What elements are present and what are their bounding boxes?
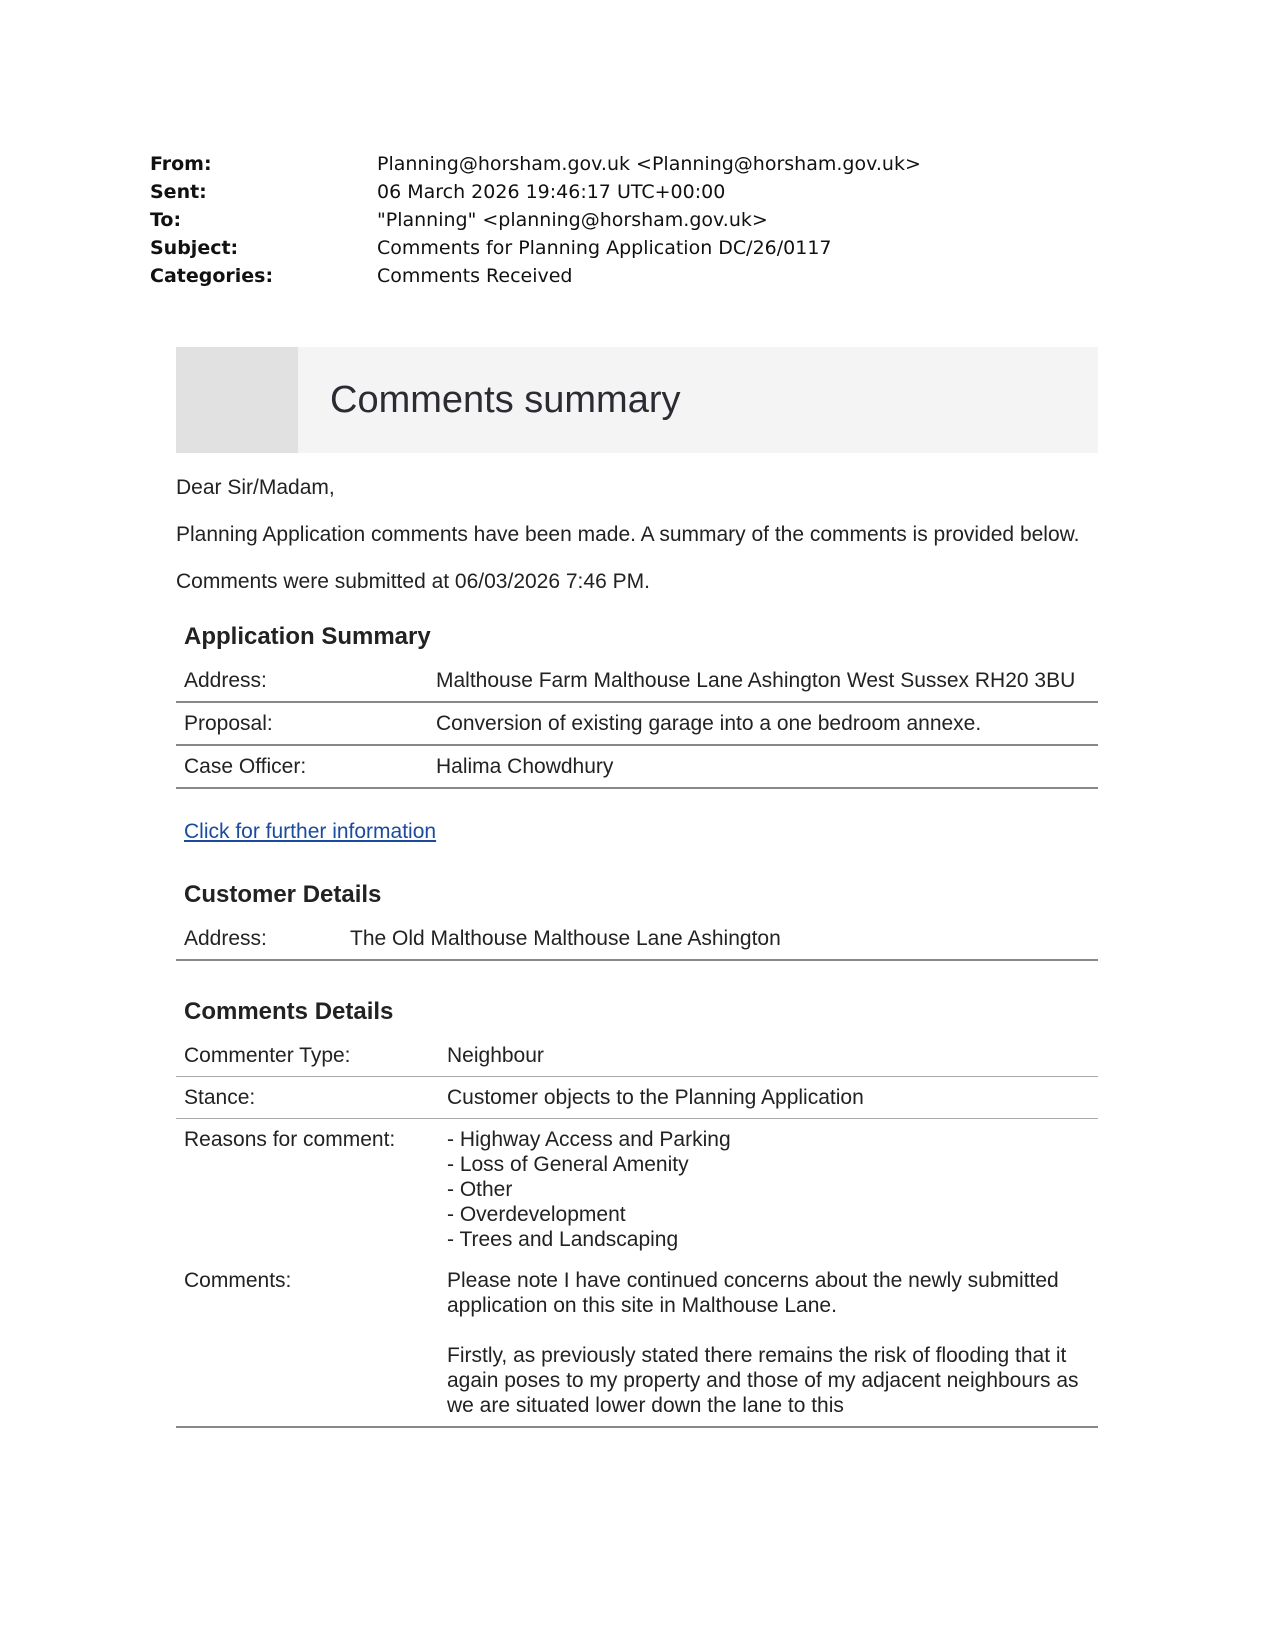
from-value: Planning@horsham.gov.uk <Planning@horsham.gov.uk> [377,153,921,175]
table-row [176,745,1098,788]
proposal-value: Conversion of existing garage into a one bedroom annexe. [428,702,1098,745]
submitted-text: Comments were submitted at 06/03/2026 7:46 PM. [176,570,650,593]
email-from-row [150,150,1150,178]
email-body [176,347,1098,1428]
reasons-list [447,1127,1090,1252]
table-row [176,1119,1098,1261]
comments-details-heading: Comments Details [184,998,394,1025]
case-officer-label: Case Officer: [176,745,428,788]
commenter-type-value: Neighbour [439,1035,1098,1077]
email-to-row [150,206,1150,234]
case-officer-value: Halima Chowdhury [428,745,1098,788]
email-header [150,150,1150,290]
email-sent-row [150,178,1150,206]
customer-address-value: The Old Malthouse Malthouse Lane Ashington [342,918,1098,960]
table-row [176,702,1098,745]
table-row [176,1077,1098,1119]
table-row [176,918,1098,960]
list-item: - Highway Access and Parking [447,1128,731,1151]
stance-value: Customer objects to the Planning Application [439,1077,1098,1119]
address-value: Malthouse Farm Malthouse Lane Ashington West Sussex RH20 3BU [428,660,1098,702]
list-item: - Trees and Landscaping [447,1228,679,1251]
from-label: From: [150,153,212,175]
table-row [176,660,1098,702]
sent-label: Sent: [150,181,207,203]
table-row [176,1035,1098,1077]
application-summary-heading: Application Summary [184,623,431,650]
email-subject-row [150,234,1150,262]
comment-paragraph-2: Firstly, as previously stated there remains the risk of flooding that it again poses to my property and those of my adjacent neighbours as we are situated lower down the lane to this [447,1344,1079,1417]
commenter-type-label: Commenter Type: [176,1035,439,1077]
customer-details-heading: Customer Details [184,881,382,908]
customer-address-label: Address: [176,918,342,960]
subject-value: Comments for Planning Application DC/26/0117 [377,237,832,259]
categories-label: Categories: [150,265,274,287]
list-item: - Overdevelopment [447,1203,626,1226]
list-item: - Loss of General Amenity [447,1153,689,1176]
categories-value: Comments Received [377,265,573,287]
intro-message: Planning Application comments have been made. A summary of the comments is provided below. [176,523,1080,546]
greeting-text: Dear Sir/Madam, [176,476,335,499]
further-info-row [176,819,1098,844]
subject-label: Subject: [150,237,239,259]
table-row [176,1260,1098,1427]
further-info-link[interactable]: Click for further information [184,820,437,843]
sent-value: 06 March 2026 19:46:17 UTC+00:00 [377,181,726,203]
comments-value [439,1260,1098,1427]
comment-paragraph-1: Please note I have continued concerns about the newly submitted application on this site in Malthouse Lane. [447,1269,1059,1317]
reasons-value [439,1119,1098,1261]
email-categories-row [150,262,1150,290]
banner-title: Comments summary [330,379,681,421]
to-value: "Planning" <planning@horsham.gov.uk> [377,209,768,231]
list-item: - Other [447,1178,513,1201]
reasons-label: Reasons for comment: [184,1128,396,1151]
comments-details-table [176,1035,1098,1428]
customer-details-table [176,918,1098,961]
comments-label: Comments: [176,1260,439,1427]
stance-label: Stance: [176,1077,439,1119]
to-label: To: [150,209,182,231]
summary-banner [176,347,1098,453]
proposal-label: Proposal: [176,702,428,745]
address-label: Address: [176,660,428,702]
banner-logo-block [176,347,298,453]
application-summary-table [176,660,1098,789]
